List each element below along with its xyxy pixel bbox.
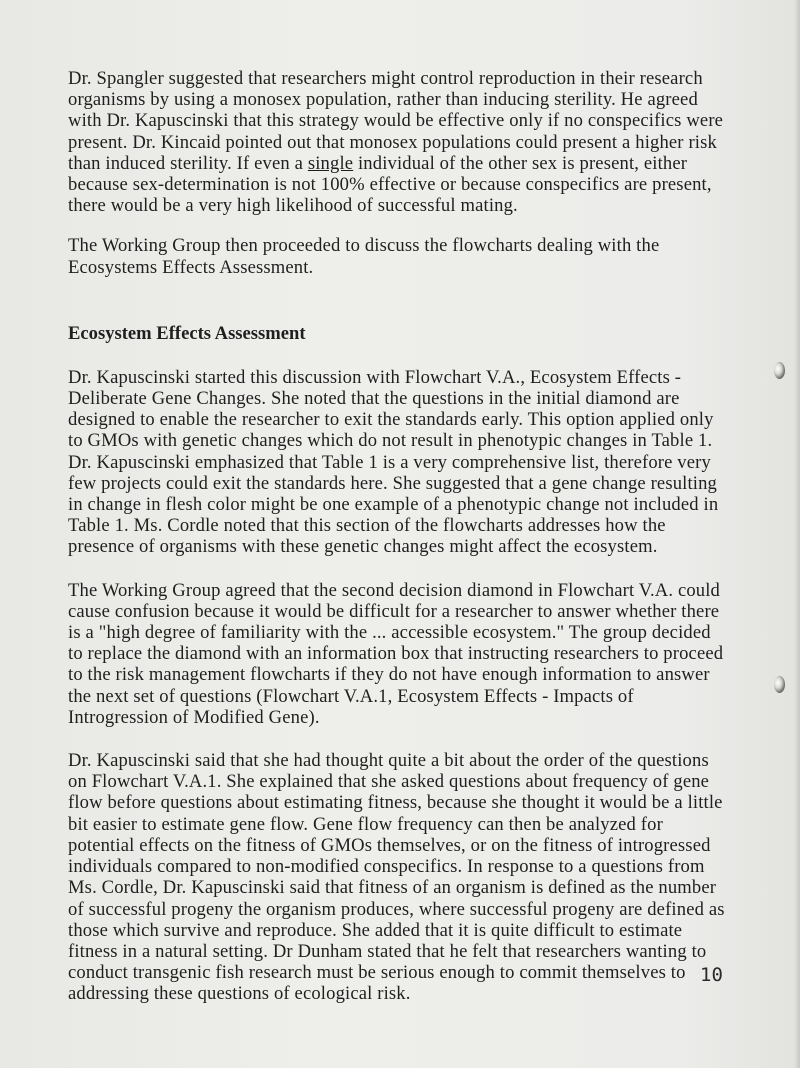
page-edge-shadow: [794, 0, 800, 1068]
binder-hole-icon: [774, 362, 785, 379]
document-body: [68, 68, 726, 1005]
paragraph-decision-diamond: The Working Group agreed that the second decision diamond in Flowchart V.A. could cause confusion because it would be difficult for a researcher to answer whether there is a "high degree of familiarity with the ... accessible ecosystem." The group decided to replace the diamond with an information box that instructing researchers to proceed to the risk management flowcharts if they do not have enough information to answer the next set of questions (Flowchart V.A.1, Ecosystem Effects - Impacts of Introgression of Modified Gene).: [68, 579, 724, 728]
underlined-word: single: [307, 152, 354, 174]
binder-hole-icon: [774, 676, 785, 693]
section-heading: Ecosystem Effects Assessment: [68, 322, 306, 344]
paragraph-fitness: Dr. Kapuscinski said that she had thought quite a bit about the order of the questions on Flowchart V.A.1. She explained that she asked questions about frequency of gene flow before questions about estimating fitness, because she thought it would be a little bit easier to estimate gene flow. Gene flow frequency can then be analyzed for potential effects on the fitness of GMOs themselves, or on the fitness of introgressed individuals compared to non-modified conspecifics. In response to a questions from Ms. Cordle, Dr. Kapuscinski said that fitness of an organism is defined as the number of successful progeny the organism produces, where successful progeny are defined as those which survive and reproduce. She added that it is quite difficult to estimate fitness in a natural setting. Dr Dunham stated that he felt that researchers wanting to conduct transgenic fish research must be serious enough to commit themselves to addressing these questions of ecological risk.: [68, 750, 725, 1005]
paragraph-monosex-text-end: individual of the other sex is present, either because sex-determination is not 100% effective or because conspecifics are present, there would be a very high likelihood of successful mating.: [68, 152, 712, 217]
paragraph-flowcharts-intro: The Working Group then proceeded to discuss the flowcharts dealing with the Ecosystems Effects Assessment.: [68, 235, 660, 278]
paragraph-flowchart-va: Dr. Kapuscinski started this discussion with Flowchart V.A., Ecosystem Effects - Deliberate Gene Changes. She noted that the questions in the initial diamond are designed to enable the researcher to exit the standards early. This option applied only to GMOs with genetic changes which do not result in phenotypic changes in Table 1. Dr. Kapuscinski emphasized that Table 1 is a very comprehensive list, therefore very few projects could exit the standards here. She suggested that a gene change resulting in change in flesh color might be one example of a phenotypic change not included in Table 1. Ms. Cordle noted that this section of the flowcharts addresses how the presence of organisms with these genetic changes might affect the ecosystem.: [68, 366, 719, 558]
paragraph-monosex-text-start: Dr. Spangler suggested that researchers might control reproduction in their research organisms by using a monosex population, rather than inducing sterility. He agreed with Dr. Kapuscinski that this strategy would be effective only if no conspecifics were present. Dr. Kincaid pointed out that monosex populations could present a higher risk than induced sterility. If even a: [68, 68, 724, 174]
paragraph-monosex: [68, 68, 726, 216]
page-number: 10: [700, 964, 723, 986]
